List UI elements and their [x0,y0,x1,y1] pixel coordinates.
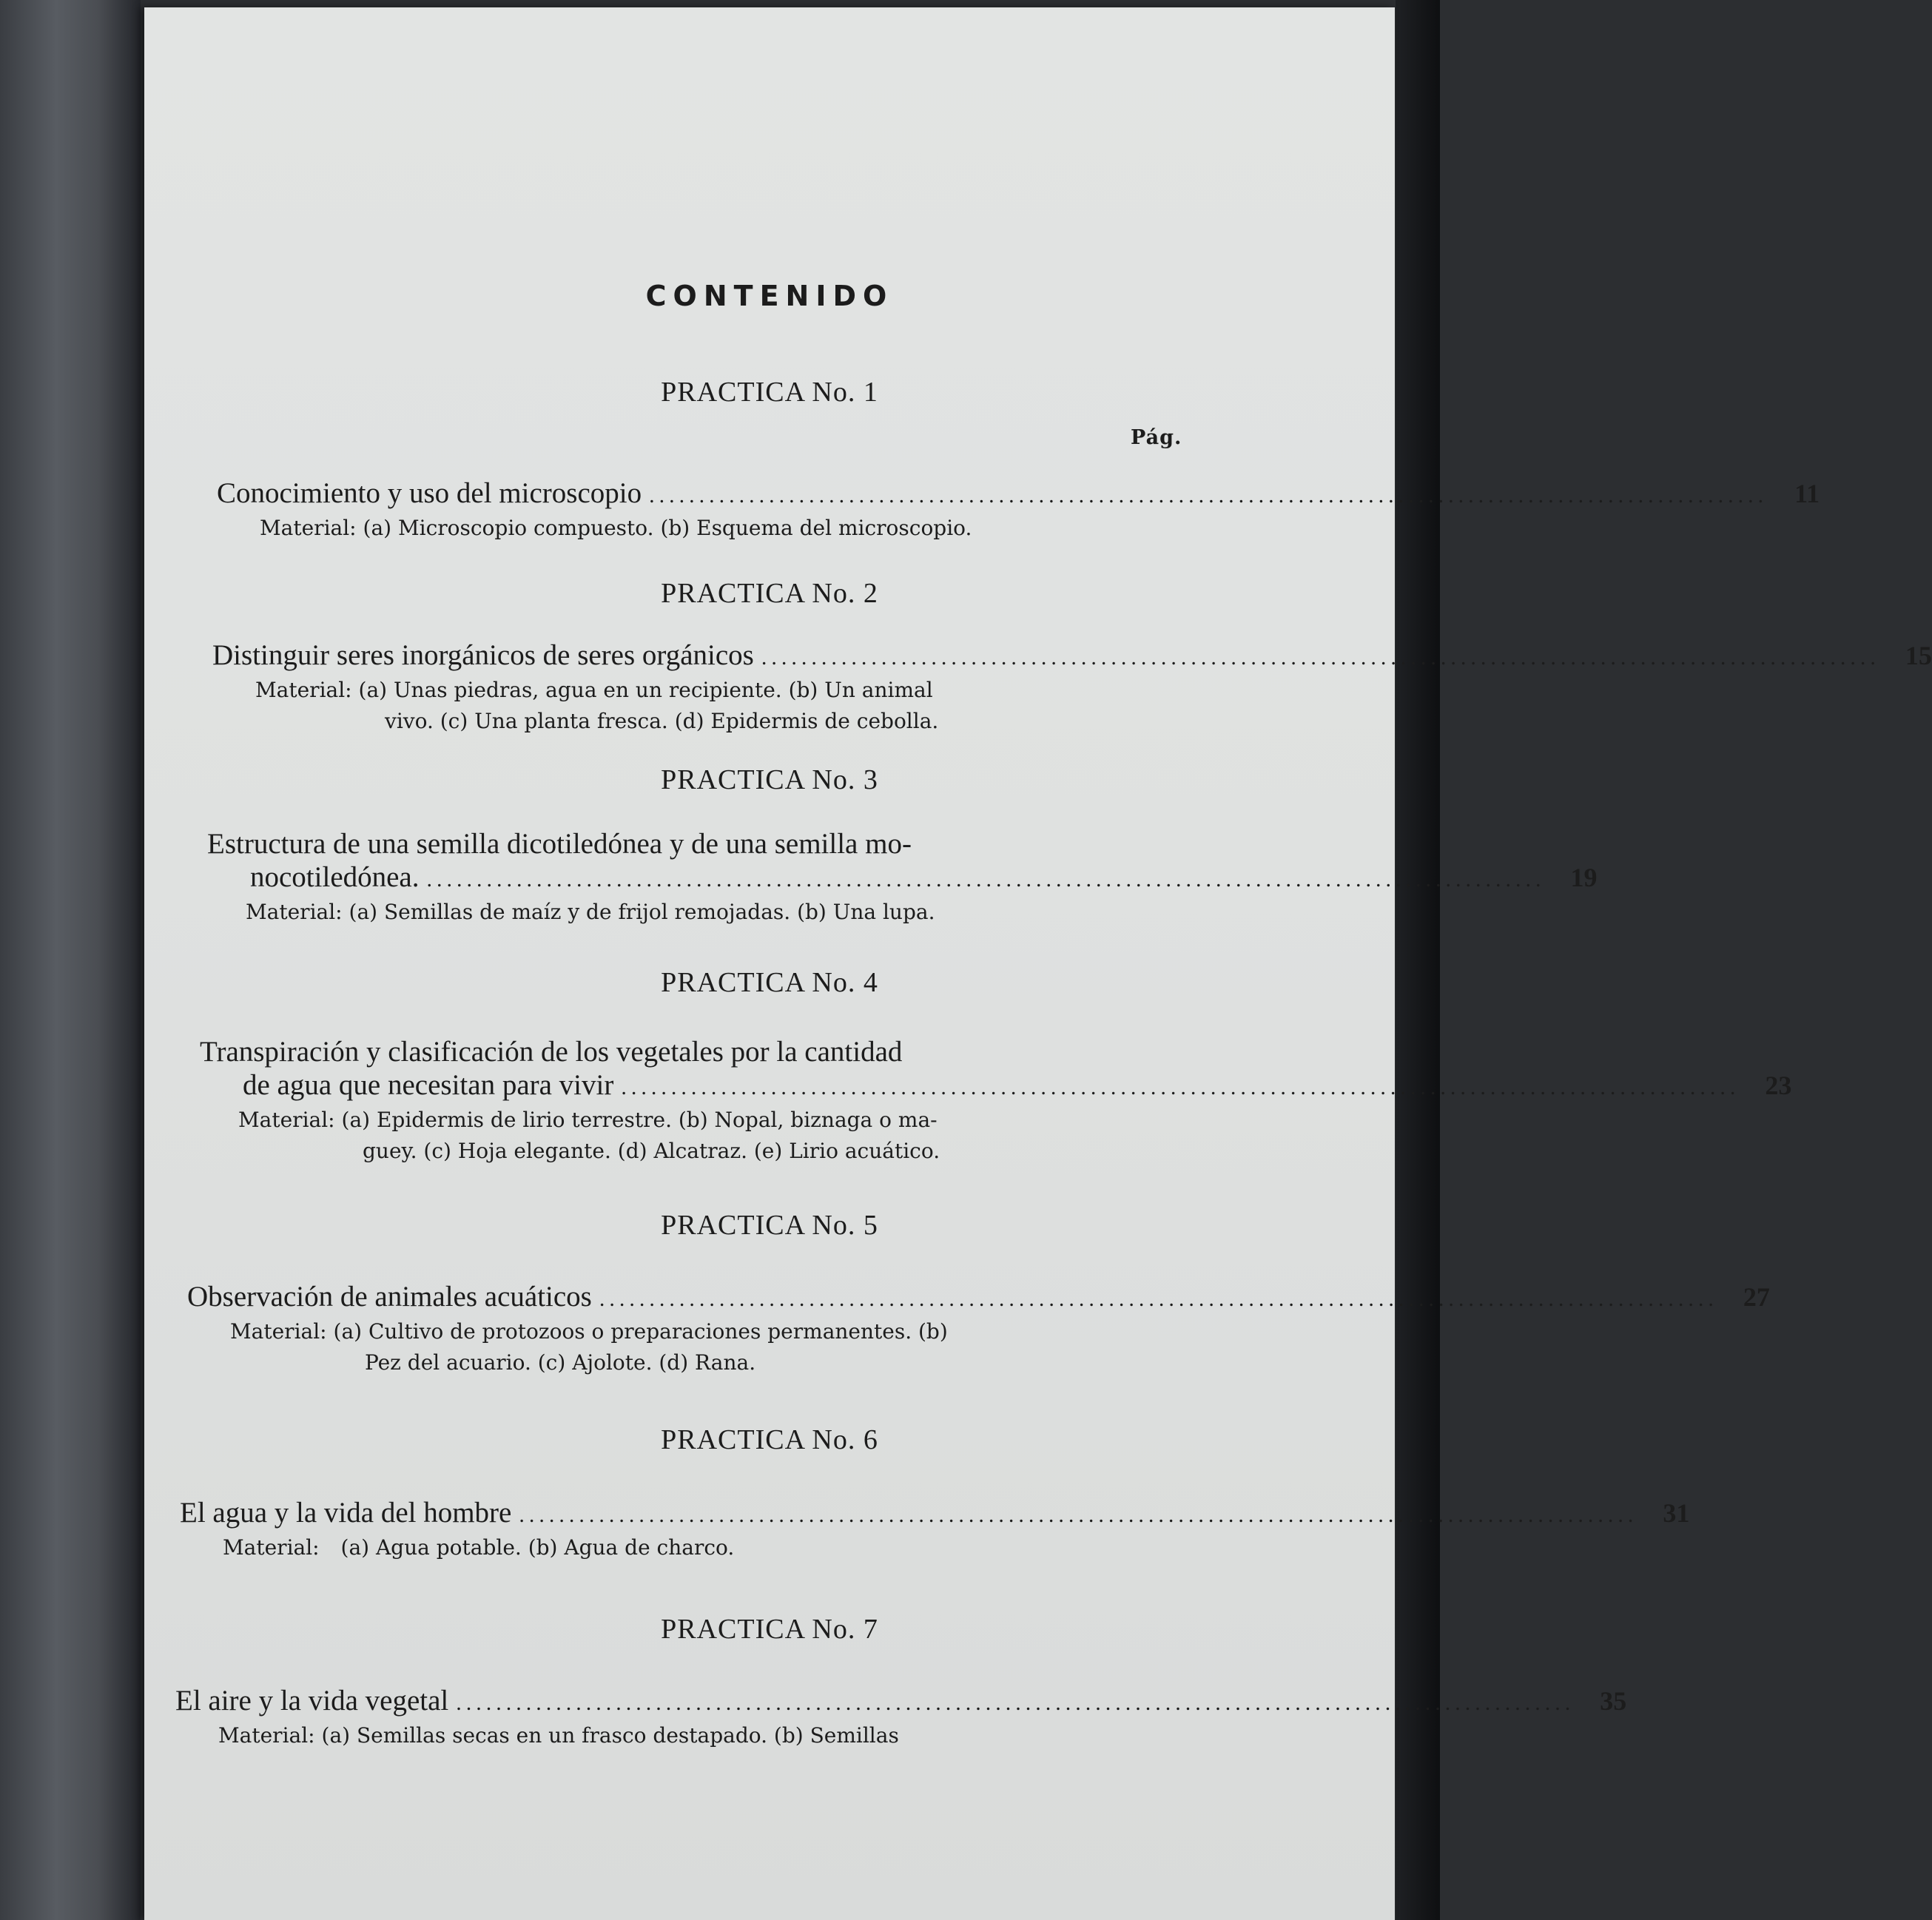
page-number: 23 [1765,1071,1792,1100]
entry-title: de agua que necesitan para vivir [243,1069,614,1101]
material-label: Material: [246,900,343,924]
practice-heading: PRACTICA No. 2 [661,578,878,609]
page-number: 19 [1570,863,1598,892]
practice-heading: PRACTICA No. 3 [661,764,878,795]
practice-heading: PRACTICA No. 5 [661,1210,878,1241]
page-number: 27 [1743,1282,1770,1312]
page-number: 11 [1794,479,1820,508]
material-line: (a) Cultivo de protozoos o preparaciones permanentes. (b) [333,1319,948,1344]
material-line: (a) Unas piedras, agua en un recipiente. (b) Un animal [358,678,933,702]
page-number: 31 [1663,1498,1690,1528]
material-list [217,513,1194,544]
material-list [180,1532,1231,1563]
entry-title-line: Estructura de una semilla dicotiledónea y de una semilla mo- [207,828,912,860]
toc-entry [175,1684,1627,1751]
entry-title: Observación de animales acuáticos [187,1281,592,1313]
material-label: Material: [218,1723,315,1748]
toc-entry [212,639,1932,737]
dot-leader: ................................................................................................................ [761,645,1880,670]
entry-title: Conocimiento y uso del microscopio [217,477,642,509]
dot-leader: ................................................................................................................ [621,1075,1740,1099]
dot-leader: ................................................................................................................ [519,1503,1638,1527]
material-line: (a) Epidermis de lirio terrestre. (b) Nopal, biznaga o ma- [341,1108,938,1132]
material-list [175,1720,1233,1751]
material-list [200,1105,1208,1167]
material-line: (a) Microscopio compuesto. (b) Esquema del microscopio. [363,516,972,540]
toc-entry [200,1035,1792,1167]
page-number: 15 [1905,641,1932,670]
entry-title-line: Transpiración y clasificación de los vegetales por la cantidad [200,1036,903,1068]
material-line: (a) Semillas secas en un frasco destapado. (b) Semillas [321,1723,899,1748]
material-label: Material: [255,678,352,702]
material-list [212,675,1188,737]
entry-title: nocotiledónea. [250,861,420,893]
dot-leader: ................................................................................................................ [426,867,1546,892]
entry-title: El aire y la vida vegetal [175,1685,449,1717]
material-list [187,1316,1223,1378]
material-line: vivo. (c) Una planta fresca. (d) Epidermis de cebolla. [385,709,939,733]
dot-leader: ................................................................................................................ [456,1691,1575,1715]
practice-heading: PRACTICA No. 4 [661,967,878,998]
toc-entry [207,827,1598,928]
toc-entry [187,1280,1770,1378]
page-title: CONTENIDO [645,280,894,312]
material-label: Material: [238,1108,335,1132]
book-page [144,7,1932,1920]
material-list [207,897,1191,928]
material-label: Material: [223,1535,320,1560]
page-column-label: Pág. [1131,426,1182,449]
material-line: (a) Agua potable. (b) Agua de charco. [340,1535,735,1560]
material-line: (a) Semillas de maíz y de frijol remojadas. (b) Una lupa. [349,900,935,924]
toc-entry [180,1496,1690,1563]
entry-title: El agua y la vida del hombre [180,1497,512,1529]
practice-heading: PRACTICA No. 1 [661,377,878,408]
dot-leader: ................................................................................................................ [649,483,1768,508]
toc-entry [217,476,1820,544]
dot-leader: ................................................................................................................ [599,1287,1718,1311]
practice-heading: PRACTICA No. 6 [661,1424,878,1455]
material-label: Material: [230,1319,327,1344]
entry-title: Distinguir seres inorgánicos de seres orgánicos [212,639,754,671]
material-line: Pez del acuario. (c) Ajolote. (d) Rana. [365,1350,756,1375]
background-edge [1396,0,1440,1920]
material-line: guey. (c) Hoja elegante. (d) Alcatraz. (e) Lirio acuático. [363,1139,940,1163]
material-label: Material: [260,516,357,540]
practice-heading: PRACTICA No. 7 [661,1614,878,1645]
page-number: 35 [1600,1686,1627,1716]
adjacent-page-edge [0,0,141,1920]
